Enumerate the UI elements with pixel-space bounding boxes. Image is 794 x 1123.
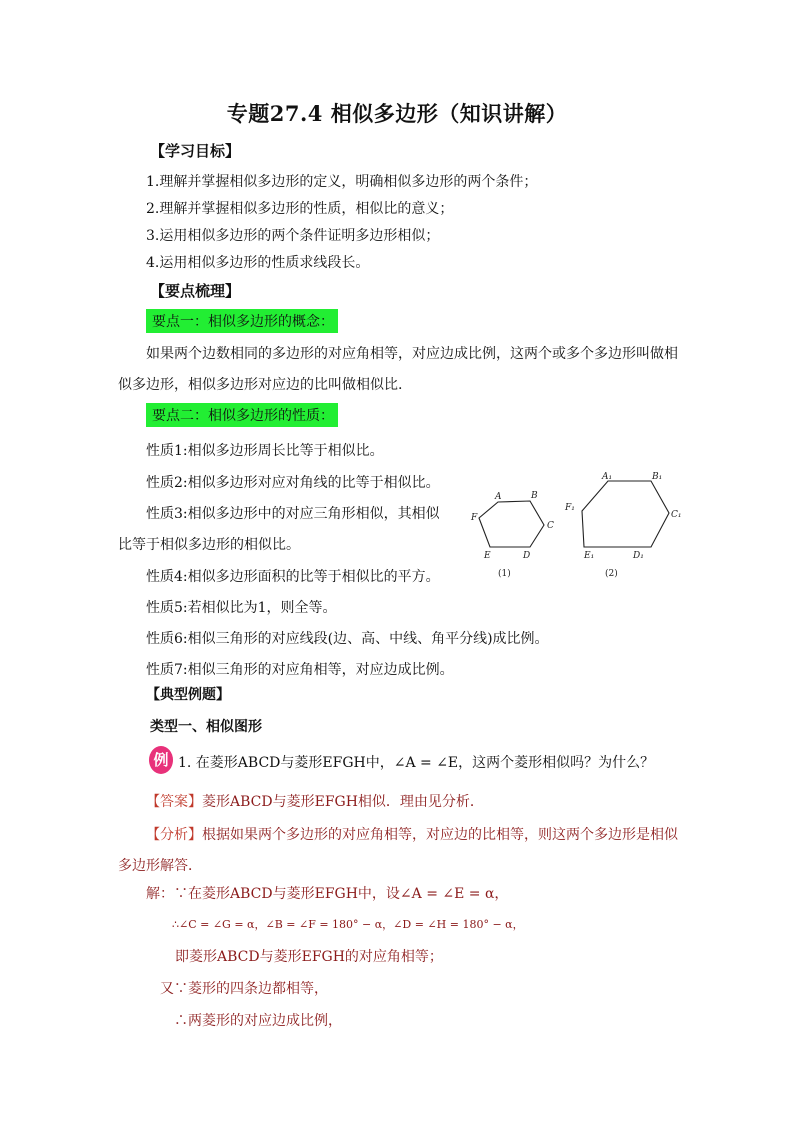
- hex2-label-e: E₁: [584, 551, 595, 561]
- objective-item-2: 2.理解并掌握相似多边形的性质，相似比的意义；: [146, 201, 454, 217]
- answer-line: [146, 791, 484, 811]
- type-1-heading: 类型一、相似图形: [150, 719, 262, 735]
- hex1-label-d: D: [523, 551, 531, 561]
- property-5: 性质5:若相似比为1，则全等。: [146, 600, 337, 616]
- property-7: 性质7:相似三角形的对应角相等，对应边成比例。: [146, 662, 454, 678]
- figure-caption-1: (1): [498, 569, 511, 579]
- property-1: 性质1:相似多边形周长比等于相似比。: [146, 443, 384, 459]
- answer-tag: 【答案】: [146, 794, 202, 810]
- hex1-label-b: B: [531, 491, 538, 501]
- example-badge: 例: [149, 746, 173, 774]
- analysis-paragraph: [118, 820, 678, 882]
- hex1-label-c: C: [547, 521, 554, 531]
- examples-heading: 【典型例题】: [146, 687, 230, 703]
- example-1-question: 1. 在菱形ABCD与菱形EFGH中，∠A = ∠E，这两个菱形相似吗？为什么？: [178, 755, 655, 771]
- hex1-label-f: F: [471, 513, 478, 523]
- hex2-label-c: C₁: [671, 510, 682, 520]
- solution-line-2: ∴∠C = ∠G = α，∠B = ∠F = 180° − α，∠D = ∠H = 180° − α，: [172, 918, 524, 931]
- property-2: 性质2:相似多边形对应对角线的比等于相似比。: [146, 475, 440, 491]
- keypoints-heading: 【要点梳理】: [150, 282, 241, 300]
- hex2-label-b: B₁: [652, 472, 663, 482]
- hex2-label-d: D₁: [633, 551, 644, 561]
- similar-polygon-definition: 如果两个边数相同的多边形的对应角相等，对应边成比例，这两个或多个多边形叫做相似多边形，相似多边形对应边的比叫做相似比.: [118, 346, 678, 393]
- page-title: 专题27.4 相似多边形（知识讲解）: [226, 101, 568, 126]
- analysis-tag: 【分析】: [146, 827, 202, 843]
- objectives-heading: 【学习目标】: [150, 142, 241, 160]
- keypoint-2-highlight: 要点二：相似多边形的性质：: [146, 403, 338, 427]
- objective-item-3: 3.运用相似多边形的两个条件证明多边形相似；: [146, 228, 440, 244]
- answer-text: 菱形ABCD与菱形EFGH相似．理由见分析．: [202, 794, 484, 810]
- keypoint-1-highlight: 要点一：相似多边形的概念：: [146, 309, 338, 333]
- solution-line-1: 解：∵在菱形ABCD与菱形EFGH中，设∠A = ∠E = α，: [146, 886, 509, 902]
- solution-line-3: 即菱形ABCD与菱形EFGH的对应角相等；: [175, 949, 443, 965]
- hexagon-1: [479, 501, 544, 547]
- solution-line-4: 又∵菱形的四条边都相等，: [160, 981, 328, 997]
- figure-caption-2: (2): [605, 569, 618, 579]
- hexagon-2: [582, 481, 669, 547]
- hex2-label-a: A₁: [602, 472, 613, 482]
- property-6: 性质6:相似三角形的对应线段(边、高、中线、角平分线)成比例。: [146, 631, 549, 647]
- solution-line-5: ∴两菱形的对应边成比例，: [174, 1013, 342, 1029]
- property-4: 性质4:相似多边形面积的比等于相似比的平方。: [146, 569, 440, 585]
- hex1-label-e: E: [484, 551, 491, 561]
- hex1-label-a: A: [495, 492, 502, 502]
- objective-item-1: 1.理解并掌握相似多边形的定义，明确相似多边形的两个条件；: [146, 174, 538, 190]
- objective-item-4: 4.运用相似多边形的性质求线段长。: [146, 255, 370, 271]
- similar-hexagons-figure: [466, 468, 692, 582]
- property-3-line-2: 比等于相似多边形的相似比。: [118, 537, 300, 553]
- analysis-text: 根据如果两个多边形的对应角相等，对应边的比相等，则这两个多边形是相似多边形解答．: [118, 827, 678, 874]
- property-3-line-1: 性质3:相似多边形中的对应三角形相似，其相似: [146, 506, 440, 522]
- hex2-label-f: F₁: [565, 503, 575, 513]
